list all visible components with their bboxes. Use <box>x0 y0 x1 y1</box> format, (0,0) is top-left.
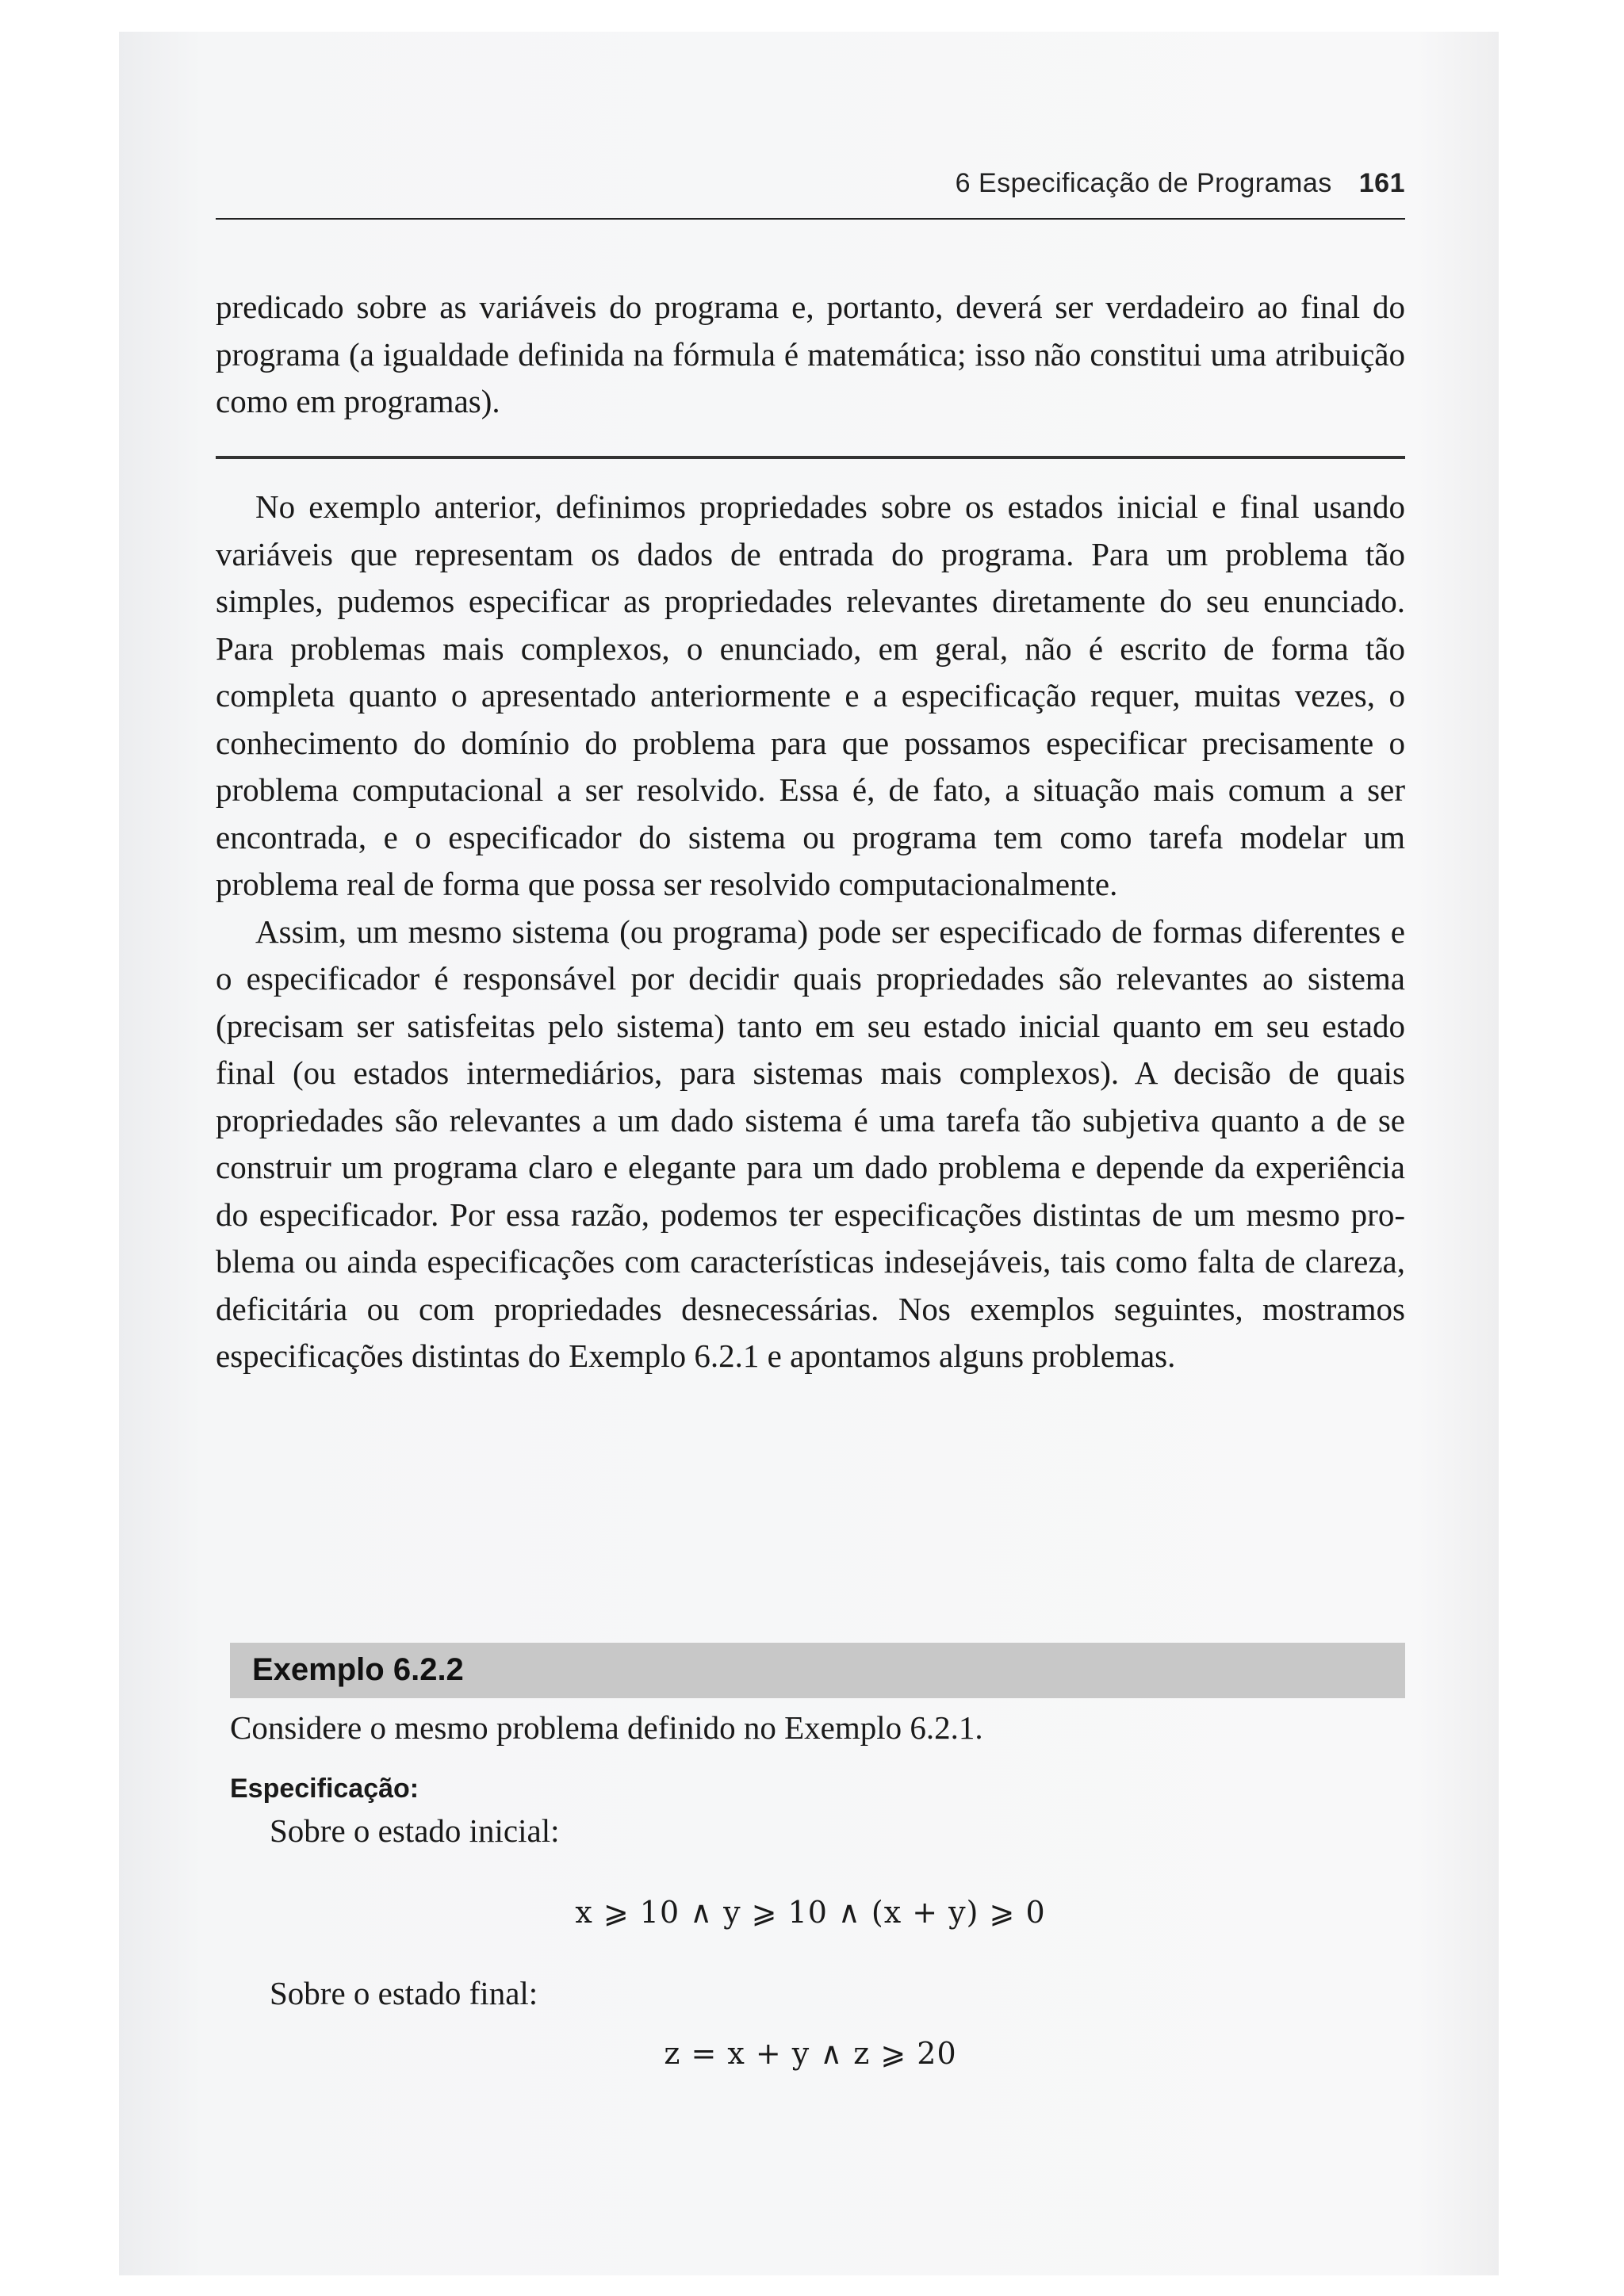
example-intro: Considere o mesmo problema definido no Exemplo 6.2.1. <box>230 1709 983 1746</box>
example-label: Exemplo 6.2.2 <box>252 1652 464 1687</box>
final-state-label: Sobre o estado final: <box>270 1975 538 2011</box>
book-page <box>216 0 1405 2296</box>
header-rule <box>216 218 1405 220</box>
chapter-title: 6 Especificação de Programas <box>955 168 1332 198</box>
section-divider <box>216 456 1405 459</box>
main-text <box>216 484 1405 1380</box>
final-state-formula: z = x + y ∧ z ⩾ 20 <box>664 2036 957 2071</box>
page-number: 161 <box>1358 168 1405 198</box>
initial-state-formula: x ⩾ 10 ∧ y ⩾ 10 ∧ (x + y) ⩾ 0 <box>575 1895 1046 1930</box>
running-header <box>216 168 1405 199</box>
initial-state-label: Sobre o estado inicial: <box>270 1812 560 1849</box>
example-heading-bar <box>230 1643 1405 1698</box>
specification-label: Especificação: <box>230 1774 419 1804</box>
paragraph-3: Assim, um mesmo sistema (ou programa) pode ser especificado de formas diferentes e o especificador é responsável por decidir quais propriedades são relevantes ao sistema (precisam ser satisfeitas pelo sistema) tanto em seu estado inicial quanto em seu estado final (ou estados intermediários, para sistemas mais complexos). A decisão de quais propriedades são relevantes a um dado sistema é uma tarefa tão subjetiva quanto a de se construir um programa claro e elegante para um dado problema e depende da experiência do especificador. Por essa razão, podemos ter especificações distintas de um mesmo problema ou ainda especificações com características indesejáveis, tais como falta de clareza, deficitária ou com propriedades desnecessárias. Nos exemplos seguintes, mostramos especificações distintas do Exemplo 6.2.1 e apontamos alguns problemas. <box>216 913 1405 1374</box>
paragraph-continuation <box>216 284 1405 426</box>
paragraph-1: predicado sobre as variáveis do programa e, portanto, deverá ser verdadeiro ao final do programa (a igualdade definida na fórmula é matemática; isso não constitui uma atribuição como em programas). <box>216 289 1405 419</box>
paragraph-2: No exemplo anterior, definimos propriedades sobre os estados inicial e final usando variáveis que representam os dados de entrada do programa. Para um problema tão simples, pudemos especificar as propriedades relevantes diretamente do seu enunciado. Para problemas mais complexos, o enunciado, em geral, não é escrito de forma tão completa quanto o apresentado anteriormente e a especificação requer, muitas vezes, o conhecimento do domínio do problema para que possamos especificar precisamente o problema computacional a ser resolvido. Essa é, de fato, a situação mais comum a ser encontrada, e o especificador do sistema ou programa tem como tarefa modelar um problema real de forma que possa ser resolvido computacionalmente. <box>216 488 1405 902</box>
